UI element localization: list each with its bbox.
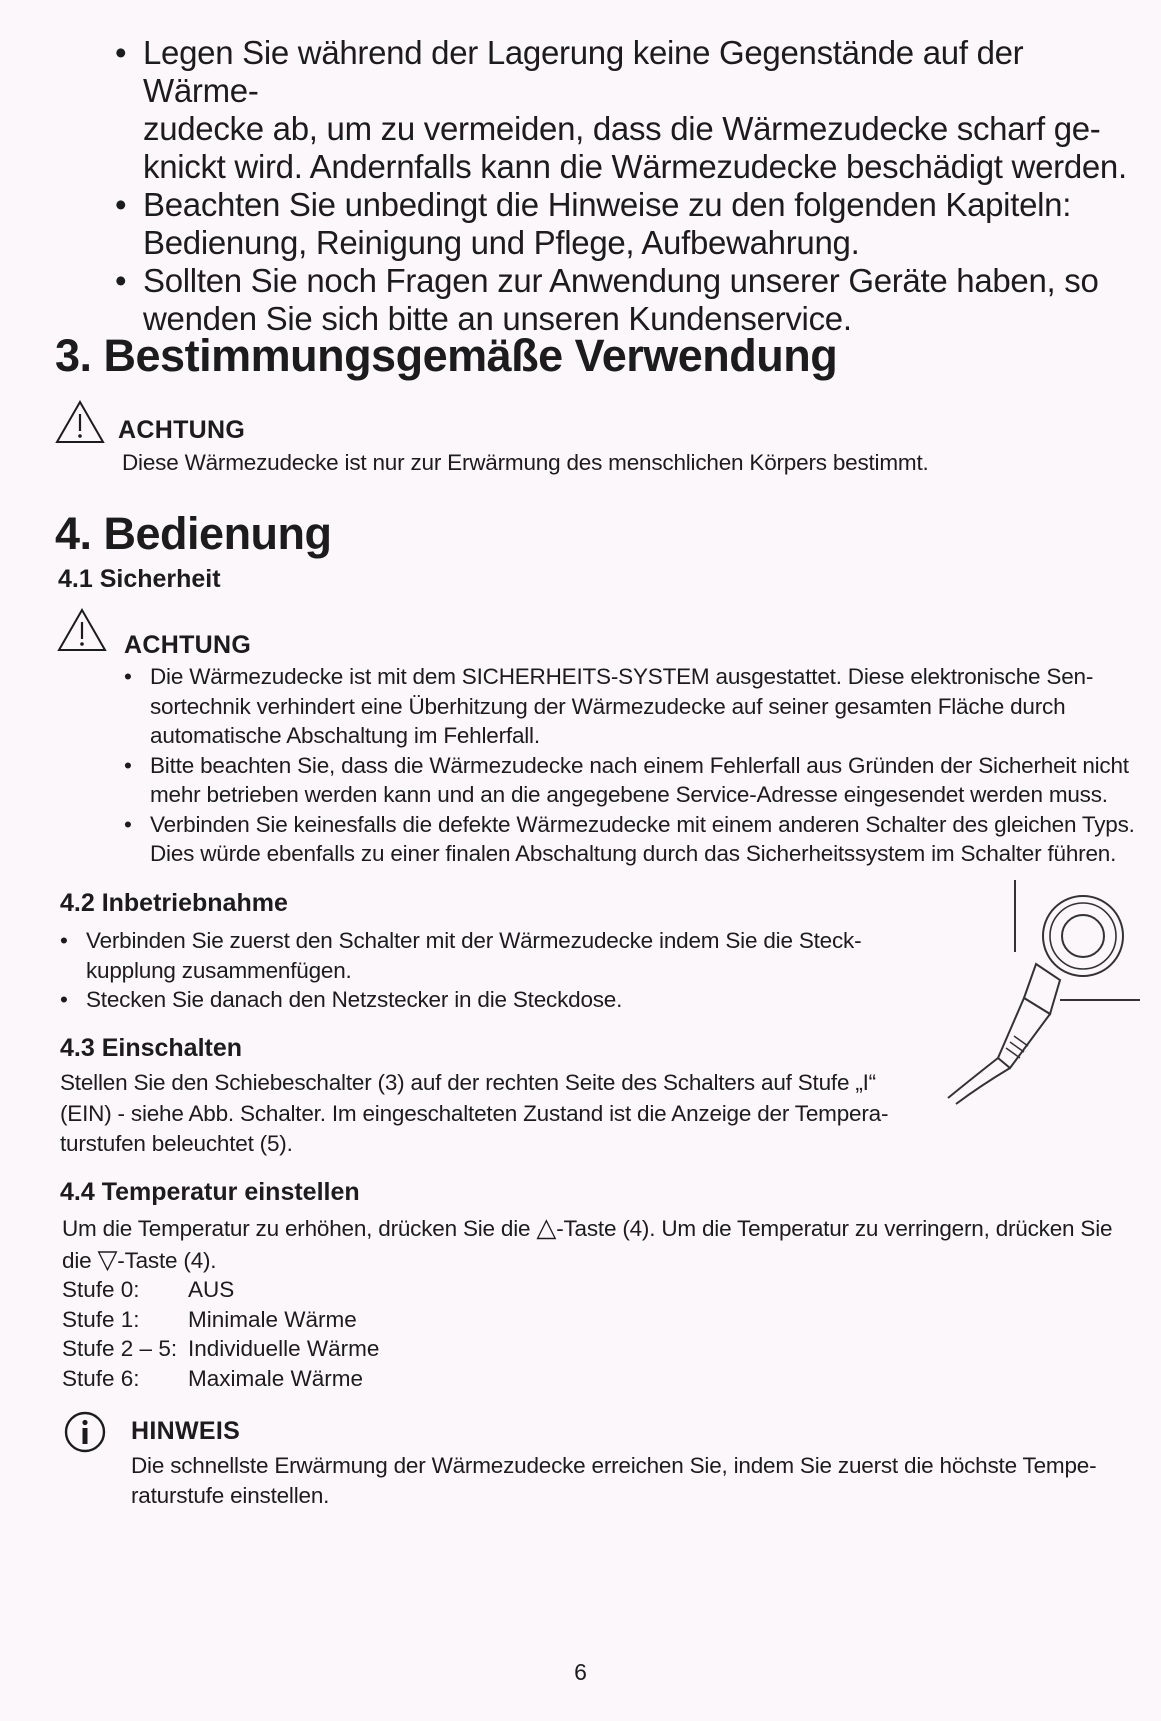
safety-bullet-list bbox=[124, 662, 1144, 869]
warning-title: ACHTUNG bbox=[118, 416, 246, 444]
list-item bbox=[124, 751, 1144, 810]
bullet: • bbox=[124, 664, 132, 689]
list-item-line: mehr betrieben werden kann und an die angegebene Service-Adresse eingesendet werden muss. bbox=[150, 782, 1108, 807]
warning-title: ACHTUNG bbox=[124, 631, 252, 659]
level-key: Stufe 1: bbox=[62, 1306, 140, 1332]
list-item-line: Die Wärmezudecke ist mit dem SICHERHEITS-SYSTEM ausgestattet. Diese elektronische Sen- bbox=[150, 664, 1094, 689]
level-key: Stufe 2 – 5: bbox=[62, 1336, 178, 1361]
level-value: Minimale Wärme bbox=[188, 1306, 357, 1332]
list-item bbox=[124, 810, 1144, 869]
level-value: Maximale Wärme bbox=[188, 1365, 364, 1391]
list-item bbox=[115, 262, 1135, 338]
level-row bbox=[62, 1364, 379, 1394]
connector-illustration bbox=[940, 880, 1140, 1105]
bullet: • bbox=[124, 811, 132, 837]
subsection-title-4-3: 4.3 Einschalten bbox=[60, 1034, 243, 1062]
top-bullet-list bbox=[115, 34, 1135, 338]
bullet: • bbox=[115, 262, 127, 299]
bullet: • bbox=[124, 752, 132, 778]
list-item bbox=[115, 186, 1135, 262]
list-item bbox=[124, 662, 1144, 751]
info-icon bbox=[64, 1411, 106, 1453]
list-item-line: Bedienung, Reinigung und Pflege, Aufbewahrung. bbox=[143, 224, 860, 261]
warning-triangle-icon bbox=[55, 400, 105, 444]
section-3-heading: 3. Bestimmungsgemäße Verwendung bbox=[55, 330, 838, 381]
list-item-line: Verbinden Sie zuerst den Schalter mit der Wärmezudecke indem Sie die Steck- bbox=[86, 928, 862, 953]
note-text bbox=[131, 1451, 1141, 1511]
text-line: (EIN) - siehe Abb. Schalter. Im eingeschalteten Zustand ist die Anzeige der Tempera- bbox=[60, 1100, 889, 1126]
warning-triangle-icon bbox=[57, 608, 107, 652]
text-line: turstufen beleuchtet (5). bbox=[60, 1131, 293, 1156]
list-item-line: knickt wird. Andernfalls kann die Wärmezudecke beschädigt werden. bbox=[143, 148, 1127, 185]
list-item-line: automatische Abschaltung im Fehlerfall. bbox=[150, 723, 540, 748]
list-item-line: Bitte beachten Sie, dass die Wärmezudecke nach einem Fehlerfall aus Gründen der Sicherheit nicht bbox=[150, 752, 1129, 778]
up-triangle-icon: △ bbox=[536, 1212, 557, 1242]
level-key: Stufe 0: bbox=[62, 1277, 140, 1302]
down-triangle-icon: ▽ bbox=[97, 1244, 118, 1274]
level-row bbox=[62, 1275, 379, 1305]
level-value: Individuelle Wärme bbox=[188, 1336, 380, 1361]
list-item bbox=[115, 34, 1135, 186]
startup-bullet-list bbox=[60, 926, 930, 1015]
level-value: AUS bbox=[188, 1277, 235, 1302]
bullet: • bbox=[115, 34, 127, 71]
list-item-line: Dies würde ebenfalls zu einer finalen Abschaltung durch das Sicherheitssystem im Schalter führen. bbox=[150, 841, 1117, 866]
text-line: Stellen Sie den Schiebeschalter (3) auf der rechten Seite des Schalters auf Stufe „I“ bbox=[60, 1070, 876, 1095]
bullet: • bbox=[60, 928, 68, 953]
list-item bbox=[60, 926, 930, 985]
subsection-title-4-1: 4.1 Sicherheit bbox=[58, 565, 221, 593]
list-item-line: zudecke ab, um zu vermeiden, dass die Wärmezudecke scharf ge- bbox=[143, 110, 1101, 147]
text-line: Um die Temperatur zu erhöhen, drücken Sie die △-Taste (4). Um die Temperatur zu verringern, drücken Sie bbox=[62, 1212, 1113, 1242]
temperature-text bbox=[62, 1212, 1142, 1276]
list-item-line: Sollten Sie noch Fragen zur Anwendung unserer Geräte haben, so bbox=[143, 262, 1099, 299]
subsection-title-4-4: 4.4 Temperatur einstellen bbox=[60, 1178, 360, 1206]
page-number: 6 bbox=[574, 1659, 587, 1685]
switch-on-text bbox=[60, 1068, 940, 1160]
temperature-levels bbox=[62, 1275, 379, 1393]
list-item-line: sortechnik verhindert eine Überhitzung der Wärmezudecke auf seiner gesamten Fläche durch bbox=[150, 693, 1066, 719]
list-item-line: Beachten Sie unbedingt die Hinweise zu den folgenden Kapiteln: bbox=[143, 186, 1072, 223]
list-item-line: Verbinden Sie keinesfalls die defekte Wärmezudecke mit einem anderen Schalter des gleichen Typs. bbox=[150, 811, 1135, 837]
text-line: die ▽-Taste (4). bbox=[62, 1244, 217, 1274]
subsection-title-4-2: 4.2 Inbetriebnahme bbox=[60, 889, 288, 917]
level-row bbox=[62, 1334, 379, 1364]
level-key: Stufe 6: bbox=[62, 1365, 140, 1391]
text-line: Die schnellste Erwärmung der Wärmezudecke erreichen Sie, indem Sie zuerst die höchste Tempe- bbox=[131, 1453, 1097, 1478]
list-item-line: Legen Sie während der Lagerung keine Gegenstände auf der Wärme- bbox=[143, 34, 1024, 109]
warning-text: Diese Wärmezudecke ist nur zur Erwärmung des menschlichen Körpers bestimmt. bbox=[122, 450, 929, 475]
bullet: • bbox=[60, 987, 68, 1012]
list-item-line: kupplung zusammenfügen. bbox=[86, 957, 352, 983]
level-row bbox=[62, 1305, 379, 1335]
list-item bbox=[60, 985, 930, 1015]
note-title: HINWEIS bbox=[131, 1417, 241, 1445]
text-line: raturstufe einstellen. bbox=[131, 1483, 330, 1508]
section-4-heading: 4. Bedienung bbox=[55, 508, 332, 559]
list-item-line: Stecken Sie danach den Netzstecker in die Steckdose. bbox=[86, 987, 623, 1012]
bullet: • bbox=[115, 186, 127, 223]
list-item-line: wenden Sie sich bitte an unseren Kundenservice. bbox=[143, 300, 852, 337]
